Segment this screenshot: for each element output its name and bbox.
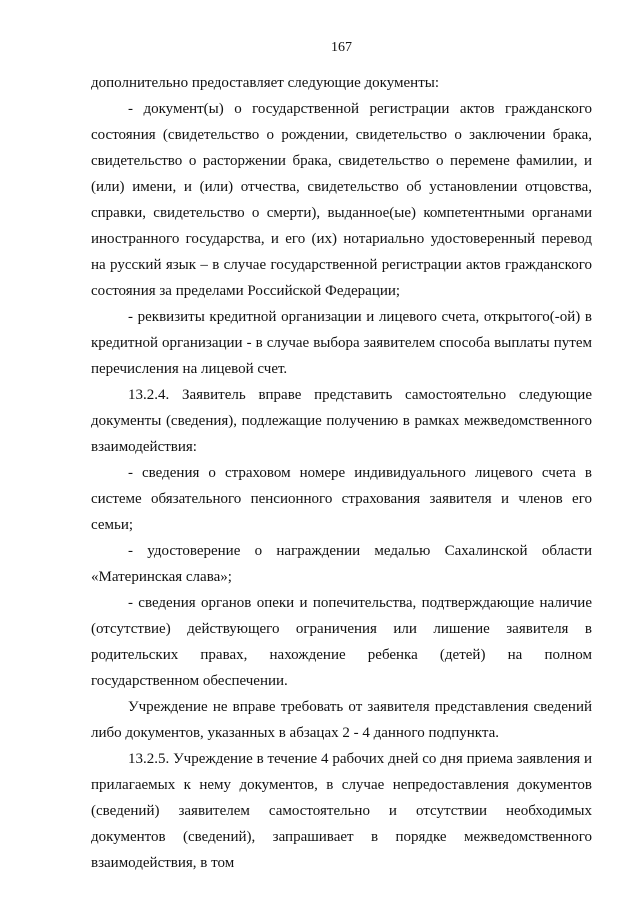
paragraph-continuation: дополнительно предоставляет следующие документы: [91, 75, 440, 91]
paragraph-bank-details: - реквизиты кредитной организации и лицевого счета, открытого(-ой) в кредитной организации - в случае выбора заявителем способа выплаты путем перечисления на лицевой счет. [91, 309, 592, 377]
paragraph-13-2-5: 13.2.5. Учреждение в течение 4 рабочих дней со дня приема заявления и прилагаемых к нему документов, в случае непредоставления документов (сведений) заявителем самостоятельно и отсутствии необходимых документов (сведений), запрашивает в порядке межведомственного взаимодействия, в том [91, 751, 592, 871]
paragraph-guardianship: - сведения органов опеки и попечительства, подтверждающие наличие (отсутствие) действующего ограничения или лишение заявителя в родительских правах, нахождение ребенка (детей) на полном государственном обеспечении. [91, 595, 592, 689]
paragraph-civil-registration-docs: - документ(ы) о государственной регистрации актов гражданского состояния (свидетельство о рождении, свидетельство о заключении брака, свидетельство о расторжении брака, свидетельство о перемене фамилии, и (или) имени, и (или) отчества, свидетельство об установлении отцовства, справки, свидетельство о смерти), выданное(ые) компетентными органами иностранного государства, и его (их) нотариально удостоверенный перевод на русский язык – в случае государственной регистрации актов гражданского состояния за пределами Российской Федерации; [91, 101, 592, 299]
paragraph-13-2-4: 13.2.4. Заявитель вправе представить самостоятельно следующие документы (сведения), подлежащие получению в рамках межведомственного взаимодействия: [91, 387, 592, 455]
paragraph-medal-certificate: - удостоверение о награждении медалью Сахалинской области «Материнская слава»; [91, 543, 592, 585]
paragraph-not-entitled: Учреждение не вправе требовать от заявителя представления сведений либо документов, указанных в абзацах 2 - 4 данного подпункта. [91, 699, 592, 741]
paragraph-snils: - сведения о страховом номере индивидуального лицевого счета в системе обязательного пенсионного страхования заявителя и членов его семьи; [91, 465, 592, 533]
document-body [91, 70, 592, 876]
page-number: 167 [331, 40, 352, 55]
